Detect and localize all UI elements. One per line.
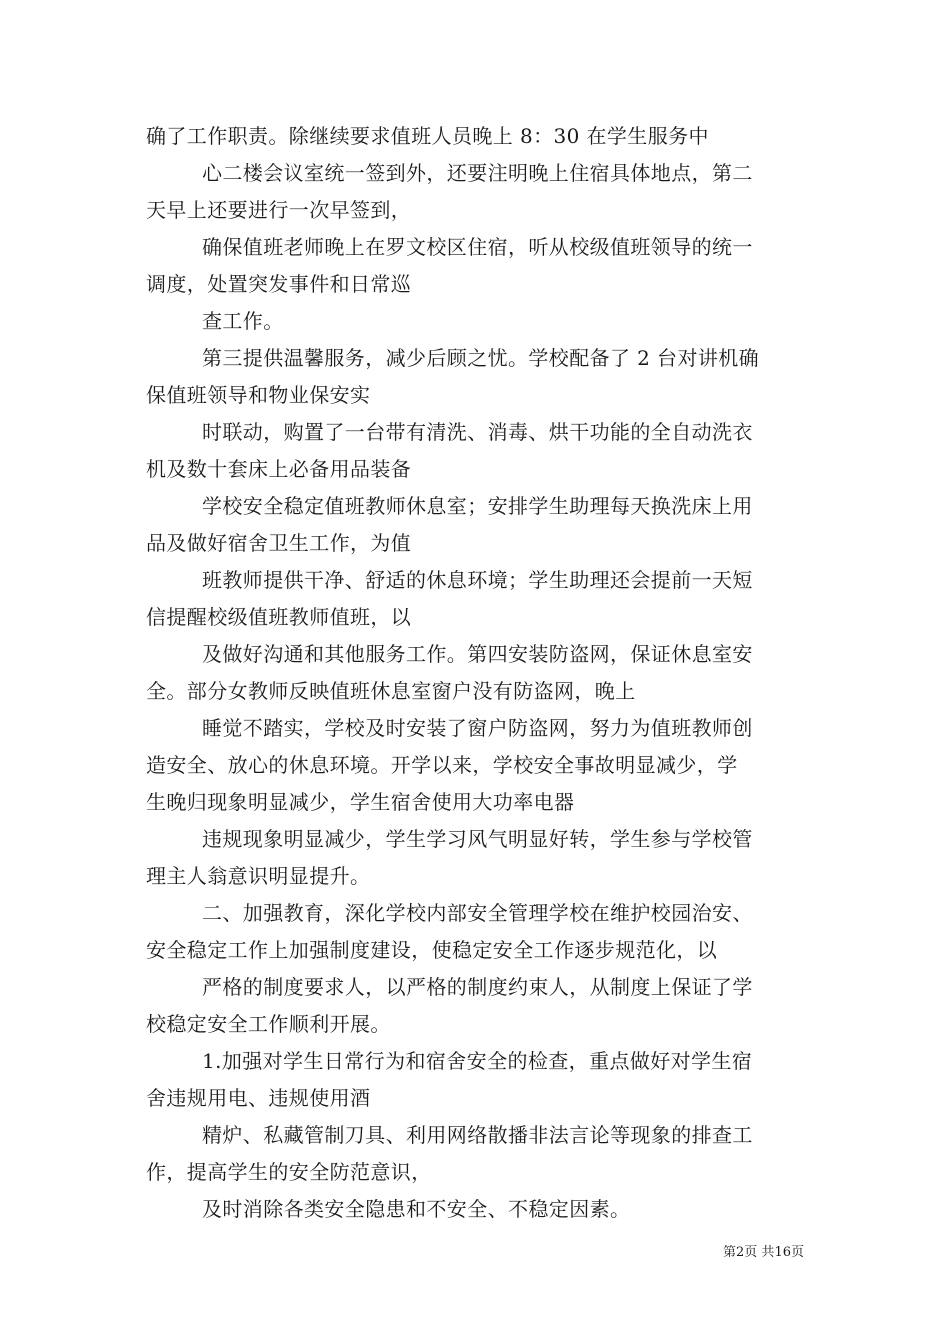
text-line: 及做好沟通和其他服务工作。第四安装防盗网，保证休息室安 bbox=[202, 642, 753, 666]
footer-prefix: 第 bbox=[723, 1245, 737, 1260]
text-line: 天早上还要进行一次早签到， bbox=[146, 198, 412, 222]
text-line: 班教师提供干净、舒适的休息环境；学生助理还会提前一天短 bbox=[202, 568, 753, 592]
text-line: 第三提供温馨服务，减少后顾之忧。学校配备了 2 台对讲机确 bbox=[202, 346, 760, 370]
text-line: 信提醒校级值班教师值班，以 bbox=[146, 605, 412, 629]
text-line: 全。部分女教师反映值班休息室窗户没有防盗网，晚上 bbox=[146, 679, 636, 703]
footer-page-total: 16 bbox=[774, 1245, 791, 1260]
page-footer bbox=[723, 1244, 804, 1262]
text-line: 安全稳定工作上加强制度建设，使稳定安全工作逐步规范化，以 bbox=[146, 938, 718, 962]
text-line: 机及数十套床上必备用品装备 bbox=[146, 457, 412, 481]
text-line: 严格的制度要求人，以严格的制度约束人，从制度上保证了学 bbox=[202, 975, 753, 999]
text-line: 二、加强教育，深化学校内部安全管理学校在维护校园治安、 bbox=[202, 901, 753, 925]
text-line: 调度，处置突发事件和日常巡 bbox=[146, 272, 412, 296]
footer-middle: 页 共 bbox=[744, 1245, 775, 1260]
text-line: 时联动，购置了一台带有清洗、消毒、烘干功能的全自动洗衣 bbox=[202, 420, 753, 444]
document-body bbox=[146, 118, 806, 1228]
text-line: 及时消除各类安全隐患和不安全、不稳定因素。 bbox=[202, 1197, 631, 1221]
text-line: 舍违规用电、违规使用酒 bbox=[146, 1086, 371, 1110]
text-line: 作，提高学生的安全防范意识， bbox=[146, 1160, 432, 1184]
text-line: 精炉、私藏管制刀具、利用网络散播非法言论等现象的排查工 bbox=[202, 1123, 753, 1147]
footer-page-current: 2 bbox=[736, 1245, 745, 1260]
text-line: 心二楼会议室统一签到外，还要注明晚上住宿具体地点，第二 bbox=[202, 161, 753, 185]
text-line: 查工作。 bbox=[202, 309, 284, 333]
footer-suffix: 页 bbox=[790, 1245, 804, 1260]
text-line: 学校安全稳定值班教师休息室；安排学生助理每天换洗床上用 bbox=[202, 494, 753, 518]
text-line: 违规现象明显减少，学生学习风气明显好转，学生参与学校管 bbox=[202, 827, 753, 851]
text-line: 确了工作职责。除继续要求值班人员晚上 8：30 在学生服务中 bbox=[146, 124, 709, 148]
text-line: 理主人翁意识明显提升。 bbox=[146, 864, 371, 888]
text-line: 生晚归现象明显减少，学生宿舍使用大功率电器 bbox=[146, 790, 575, 814]
text-line: 校稳定安全工作顺利开展。 bbox=[146, 1012, 391, 1036]
text-line: 品及做好宿舍卫生工作，为值 bbox=[146, 531, 412, 555]
text-line: 确保值班老师晚上在罗文校区住宿，听从校级值班领导的统一 bbox=[202, 235, 753, 259]
text-line: 造安全、放心的休息环境。开学以来，学校安全事故明显减少，学 bbox=[146, 753, 738, 777]
text-line: 睡觉不踏实，学校及时安装了窗户防盗网，努力为值班教师创 bbox=[202, 716, 753, 740]
text-line: 保值班领导和物业保安实 bbox=[146, 383, 371, 407]
text-line: 1.加强对学生日常行为和宿舍安全的检查，重点做好对学生宿 bbox=[202, 1049, 753, 1073]
